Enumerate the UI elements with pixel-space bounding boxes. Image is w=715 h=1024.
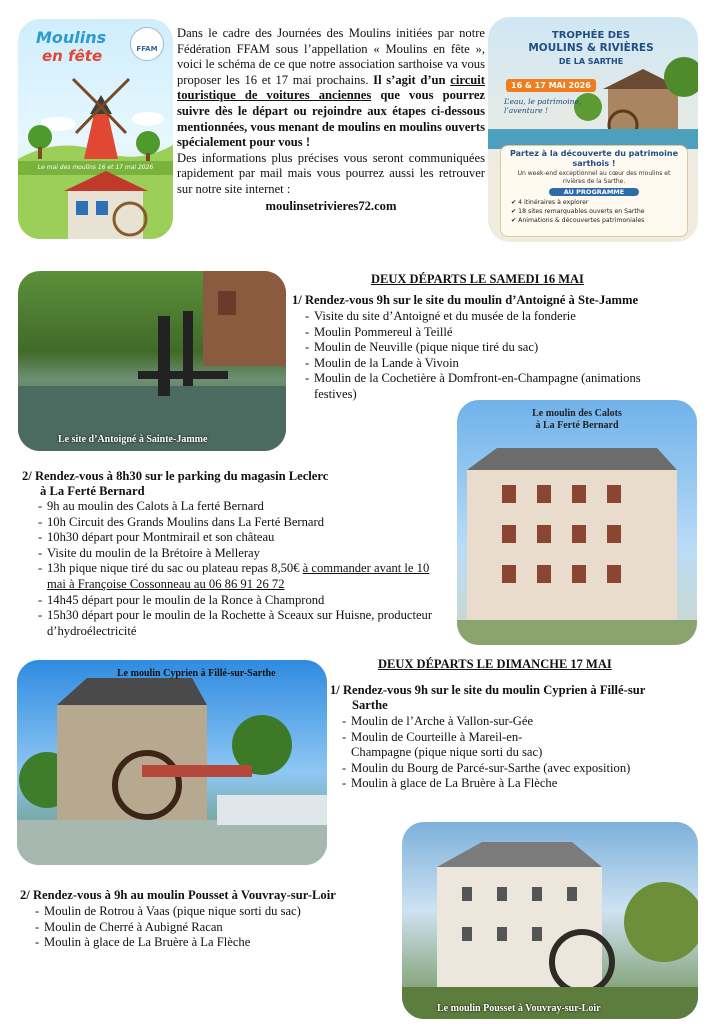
- sunday-rdv-2: 2/ Rendez-vous à 9h au moulin Pousset à Vouvray-sur-Loir: [20, 888, 336, 902]
- trophee-slogan: L’eau, le patrimoine, l’aventure !: [504, 97, 582, 115]
- trophee-box: Partez à la découverte du patrimoine sarthois ! Un week-end exceptionnel au cœur des moulins et rivières de la Sarthe. AU PROGRAMME ✔ 4 itinéraires à explorer ✔ 18 sites remarquables ouverts en Sarthe ✔ Animations & découvertes patrimoniales: [500, 145, 688, 237]
- caption-calots: Le moulin des Calots à La Ferté Bernard: [532, 408, 622, 431]
- sunday-rdv-1: 1/ Rendez-vous 9h sur le site du moulin Cyprien à Fillé-sur Sarthe: [330, 683, 646, 712]
- photo-calots: [457, 400, 697, 645]
- saturday-heading: DEUX DÉPARTS LE SAMEDI 16 MAI: [371, 272, 584, 286]
- antoigne-illustration: [18, 271, 286, 451]
- saturday-list-1: [305, 309, 700, 403]
- list-item: - 10h Circuit des Grands Moulins dans La Ferté Bernard: [38, 515, 438, 531]
- saturday-rdv-2: 2/ Rendez-vous à 8h30 sur le parking du magasin Leclerc à La Ferté Bernard: [22, 469, 329, 498]
- programme-item-1: ✔ 4 itinéraires à explorer: [511, 199, 589, 206]
- list-item: - 13h pique nique tiré du sac ou plateau repas 8,50€ à commander avant le 10 mai à Françoise Cossonneau au 06 86 91 26 72: [38, 561, 438, 592]
- cyprien-illustration: [17, 660, 327, 865]
- list-item: - Moulin Pommereul à Teillé: [305, 325, 700, 341]
- photo-antoigne: [18, 271, 286, 451]
- ffam-logo: FFAM: [130, 27, 164, 61]
- sunday-list-2: [35, 904, 395, 951]
- list-item: - Moulin de la Cochetière à Domfront-en-Champagne (animations festives): [305, 371, 684, 402]
- list-item: - Moulin du Bourg de Parcé-sur-Sarthe (avec exposition): [342, 761, 707, 777]
- list-item: - Moulin à glace de La Bruère à La Flèche: [342, 776, 707, 792]
- list-item: - 15h30 départ pour le moulin de la Rochette à Sceaux sur Huisne, producteur d’hydroélectricité: [38, 608, 438, 639]
- photo-cyprien: [17, 660, 327, 865]
- trophee-dates: 16 & 17 MAI 2026: [506, 79, 596, 92]
- list-item: - Visite du site d’Antoigné et du musée de la fonderie: [305, 309, 700, 325]
- list-item: - Moulin de Neuville (pique nique tiré du sac): [305, 340, 700, 356]
- list-item: - 9h au moulin des Calots à La ferté Bernard: [38, 499, 438, 515]
- list-item: - Moulin de la Lande à Vivoin: [305, 356, 700, 372]
- poster-ribbon: Le mai des moulins 16 et 17 mai 2026: [37, 164, 154, 171]
- sunday-heading: DEUX DÉPARTS LE DIMANCHE 17 MAI: [378, 657, 612, 671]
- list-item: - Moulin à glace de La Bruère à La Flèche: [35, 935, 395, 951]
- caption-cyprien: Le moulin Cyprien à Fillé-sur-Sarthe: [117, 668, 276, 679]
- list-item: - Visite du moulin de la Brétoire à Melleray: [38, 546, 438, 562]
- trophee-poster: [488, 17, 698, 242]
- caption-antoigne: Le site d’Antoigné à Sainte-Jamme: [58, 434, 208, 445]
- website-link[interactable]: moulinsetrivieres72.com: [265, 198, 397, 213]
- list-item: - Moulin de Cherré à Aubigné Racan: [35, 920, 395, 936]
- photo-pousset: [402, 822, 698, 1019]
- calots-illustration: [457, 400, 697, 645]
- sunday-list-1: [342, 714, 707, 792]
- saturday-list-2: [38, 499, 438, 639]
- saturday-rdv-1: 1/ Rendez-vous 9h sur le site du moulin d’Antoigné à Ste-Jamme: [292, 293, 639, 307]
- list-item: - Moulin de Courteille à Mareil-en-Champagne (pique nique sorti du sac): [342, 730, 576, 761]
- trophee-title: TROPHÉE DES MOULINS & RIVIÈRES DE LA SARTHE: [528, 30, 654, 66]
- programme-item-3: ✔ Animations & découvertes patrimoniales: [511, 217, 645, 224]
- moulins-en-fete-poster: [18, 19, 173, 239]
- intro-text: Dans le cadre des Journées des Moulins initiées par notre Fédération FFAM sous l’appellation « Moulins en fête », voici le schéma de ce que notre association sarthoise va vous proposer les 16 et 17 mai prochains. Il s’agit d’un circuit touristique de voitures anciennes que vous pourrez suivre dès le départ ou rejoindre aux étapes ci-dessous mentionnées, vous menant de moulins en moulins ouverts spécialement pour vous ! Des informations plus précises vous seront communiquées rapidement par mail mais vous pourrez aussi les retrouver sur notre site internet : moulinsetrivieres72.com: [177, 26, 486, 213]
- list-item: - 10h30 départ pour Montmirail et son château: [38, 530, 438, 546]
- list-item: - Moulin de l’Arche à Vallon-sur-Gée: [342, 714, 707, 730]
- caption-pousset: Le moulin Pousset à Vouvray-sur-Loir: [437, 1003, 601, 1014]
- pousset-illustration: [402, 822, 698, 1019]
- list-item: - 14h45 départ pour le moulin de la Ronce à Champrond: [38, 593, 438, 609]
- poster-title: Moulins en fête: [36, 28, 107, 65]
- programme-item-2: ✔ 18 sites remarquables ouverts en Sarthe: [511, 208, 645, 215]
- list-item: - Moulin de Rotrou à Vaas (pique nique sorti du sac): [35, 904, 395, 920]
